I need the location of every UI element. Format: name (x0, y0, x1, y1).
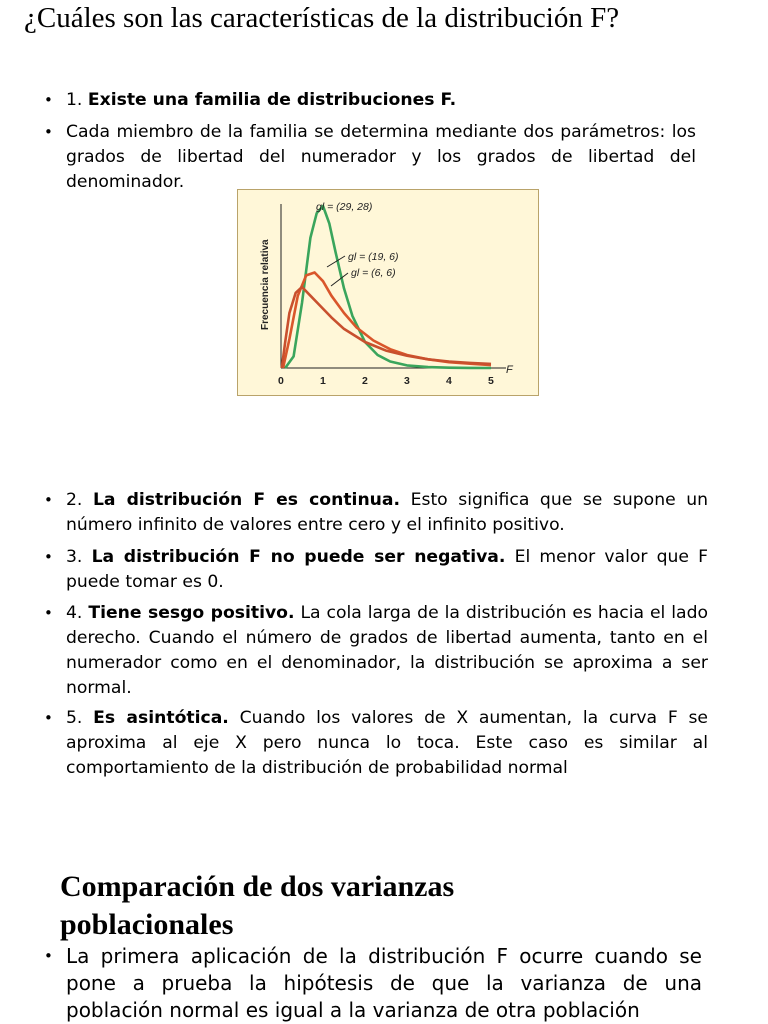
bullet-2-text: Esto significa que se supone un número infinito de valores entre cero y el infinito positivo. (66, 490, 709, 535)
annotation-29-28: gl = (29, 28) (316, 201, 373, 213)
curve-series-1 (285, 206, 491, 368)
curve-series-3 (282, 287, 491, 368)
bullet-2-number: 2. (66, 490, 83, 510)
bullet-4-bold: Tiene sesgo positivo. (88, 603, 295, 623)
bullet-1 (66, 88, 706, 113)
annotations (316, 201, 399, 286)
bullet-3-bold: La distribución F no puede ser negativa. (91, 547, 506, 567)
bullet-4-text: La cola larga de la distribución es hacia el lado derecho. Cuando el número de grados de libertad aumenta, tanto en el numerador como en el denominador, la distribución se aproxima a ser normal. (66, 603, 708, 698)
x-tick-label: 3 (404, 375, 410, 387)
bullet-3-number: 3. (66, 547, 83, 567)
bullet-2-bold: La distribución F es continua. (92, 490, 401, 510)
section-heading: Comparación de dos varianzas poblacionales (60, 870, 455, 941)
bullet-5-number: 5. (66, 708, 83, 728)
x-tick-label: 2 (362, 375, 368, 387)
bullet-4-number: 4. (66, 603, 83, 623)
curves (282, 206, 491, 368)
bullet-1-bold: Existe una familia de distribuciones F. (87, 90, 457, 110)
bullet-5 (66, 706, 708, 781)
bullet-5-bold: Es asintótica. (93, 708, 229, 728)
f-distribution-chart (237, 189, 539, 396)
bullet-2 (66, 488, 708, 538)
x-tick-labels (278, 375, 494, 387)
annotation-pointer-2 (331, 273, 348, 286)
bullet-4 (66, 601, 708, 701)
bullet-5-text: Cuando los valores de X aumentan, la curva F se aproxima al eje X pero nunca lo toca. Este caso es similar al comportamiento de la distribución de probabilidad normal (66, 708, 708, 778)
bullet-6 (66, 943, 702, 1024)
annotation-19-6: gl = (19, 6) (348, 251, 399, 263)
bullet-6-text: La primera aplicación de la distribución F ocurre cuando se pone a prueba la hipótesis de que la varianza de una población normal es igual a la varianza de otra población (66, 944, 702, 1022)
x-tick-label: 4 (446, 375, 452, 387)
x-tick-label: 0 (278, 375, 284, 387)
bullet-1-number: 1. (66, 90, 83, 110)
f-distribution-svg (238, 190, 540, 397)
curve-series-2 (283, 273, 491, 369)
x-tick-label: 5 (488, 375, 494, 387)
annotation-6-6: gl = (6, 6) (351, 267, 396, 279)
y-axis-label: Frecuencia relativa (260, 239, 271, 330)
bullet-1b-text: Cada miembro de la familia se determina mediante dos parámetros: los grados de libertad del numerador y los grados de libertad del denominador. (66, 122, 696, 192)
bullet-3-text: El menor valor que F puede tomar es 0. (66, 547, 709, 592)
x-axis-label: F (506, 364, 513, 376)
bullet-1b (66, 120, 696, 195)
page-title: ¿Cuáles son las características de la distribución F? (24, 2, 620, 34)
bullet-3 (66, 545, 708, 595)
x-tick-label: 1 (320, 375, 326, 387)
